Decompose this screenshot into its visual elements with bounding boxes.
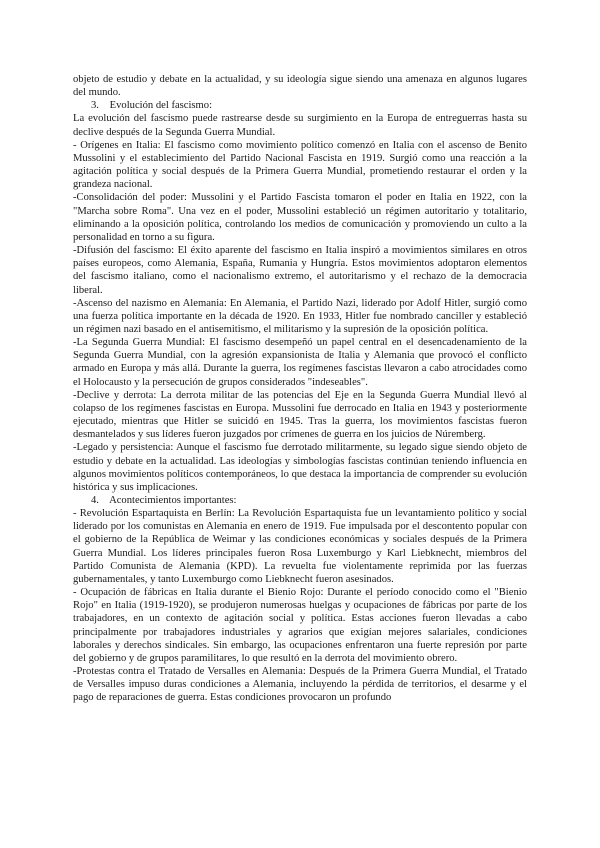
paragraph-evolucion-intro: La evolución del fascismo puede rastrearse desde su surgimiento en la Europa de entreguerras hasta su declive después de la Segunda Guerra Mundial. — [73, 113, 527, 138]
section-heading-3 — [73, 99, 527, 112]
section-title: Evolución del fascismo: — [109, 100, 213, 112]
section-heading-4 — [73, 494, 527, 507]
paragraph-segunda-guerra: -La Segunda Guerra Mundial: El fascismo desempeñó un papel central en el desencadenamiento de la Segunda Guerra Mundial, con la agresión expansionista de Italia y Alemania que provocó el conflicto armado en Europa y más allá. Durante la guerra, los regímenes fascistas llevaron a cabo atrocidades como el Holocausto y la persecución de grupos considerados "indeseables". — [73, 337, 527, 388]
section-number: 4. — [91, 495, 99, 506]
section-title: Acontecimientos importantes: — [109, 495, 237, 506]
paragraph-intro-end: objeto de estudio y debate en la actualidad, y su ideología sigue siendo una amenaza en algunos lugares del mundo. — [73, 74, 527, 99]
paragraph-espartaquista: - Revolución Espartaquista en Berlín: La Revolución Espartaquista fue un levantamiento político y social liderado por los comunistas en Alemania en enero de 1919. Fue impulsada por el descontento popular con el gobierno de la República de Weimar y las condiciones económicas y sociales después de la Primera Guerra Mundial. Los líderes principales fueron Rosa Luxemburgo y Karl Liebknecht, miembros del Partido Comunista de Alemania (KPD). La revuelta fue violentamente reprimida por las fuerzas gubernamentales, y tanto Luxemburgo como Liebknecht fueron asesinados. — [73, 508, 527, 585]
paragraph-consolidacion: -Consolidación del poder: Mussolini y el Partido Fascista tomaron el poder en Italia en 1922, con la "Marcha sobre Roma". Una vez en el poder, Mussolini estableció un régimen autoritario y totalitario, eliminando a la oposición política, controlando los medios de comunicación y promoviendo un culto a la personalidad en torno a su figura. — [73, 192, 527, 243]
document-page — [73, 73, 527, 705]
paragraph-legado: -Legado y persistencia: Aunque el fascismo fue derrotado militarmente, su legado sigue siendo objeto de estudio y debate en la actualidad. Las ideologías y simbologías fascistas continúan teniendo influencia en algunos movimientos políticos contemporáneos, lo que destaca la importancia de comprender su evolución histórica y sus implicaciones. — [73, 442, 527, 493]
section-number: 3. — [91, 100, 99, 112]
paragraph-bienio-rojo: - Ocupación de fábricas en Italia durante el Bienio Rojo: Durante el período conocido como el "Bienio Rojo" en Italia (1919-1920), se produjeron numerosas huelgas y ocupaciones de fábricas por parte de los trabajadores, en un contexto de agitación social y política. Estas acciones fueron llevadas a cabo principalmente por trabajadores industriales y agrarios que exigían mejores salariales, condiciones laborales y derechos sindicales. Sin embargo, las ocupaciones enfrentaron una fuerte represión por parte del gobierno y de grupos paramilitares, lo que resultó en la derrota del movimiento obrero. — [73, 587, 527, 664]
paragraph-difusion: -Difusión del fascismo: El éxito aparente del fascismo en Italia inspiró a movimientos similares en otros países europeos, como Alemania, España, Rumania y Hungría. Estos movimientos adoptaron elementos del fascismo italiano, como el nacionalismo extremo, el autoritarismo y el rechazo de la democracia liberal. — [73, 245, 527, 296]
paragraph-origenes: - Orígenes en Italia: El fascismo como movimiento político comenzó en Italia con el ascenso de Benito Mussolini y el establecimiento del Partido Nacional Fascista en 1919. Surgió como una reacción a la agitación política y social después de la Primera Guerra Mundial, prometiendo restaurar el orden y la grandeza nacional. — [73, 139, 527, 191]
paragraph-versalles: -Protestas contra el Tratado de Versalles en Alemania: Después de la Primera Guerra Mundial, el Tratado de Versalles impuso duras condiciones a Alemania, incluyendo la pérdida de territorios, el desarme y el pago de reparaciones de guerra. Estas condiciones provocaron un profundo — [73, 666, 527, 704]
paragraph-nazismo: -Ascenso del nazismo en Alemania: En Alemania, el Partido Nazi, liderado por Adolf Hitler, surgió como una fuerza política importante en la década de 1920. En 1933, Hitler fue nombrado canciller y estableció un régimen nazi basado en el antisemitismo, el militarismo y la supresión de la oposición política. — [73, 297, 527, 335]
paragraph-declive: -Declive y derrota: La derrota militar de las potencias del Eje en la Segunda Guerra Mundial llevó al colapso de los regímenes fascistas en Europa. Mussolini fue derrocado en Italia en 1943 y posteriormente ejecutado, mientras que Hitler se suicidó en 1945. Tras la guerra, los movimientos fascistas fueron desmantelados y sus líderes fueron juzgados por crímenes de guerra en los juicios de Núremberg. — [73, 389, 527, 441]
